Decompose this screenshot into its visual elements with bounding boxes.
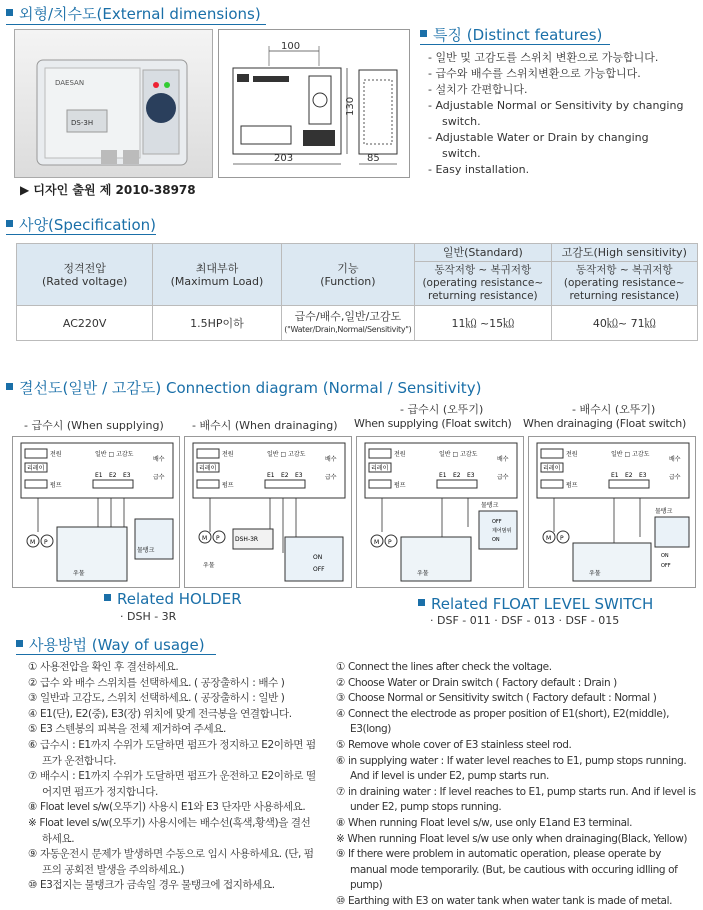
bullet-square-icon bbox=[16, 640, 23, 647]
cell-voltage: AC220V bbox=[17, 306, 153, 341]
svg-text:일반 □ 고감도: 일반 □ 고감도 bbox=[267, 451, 306, 458]
wiring-diagram-float-supply bbox=[356, 436, 524, 588]
svg-text:펌프: 펌프 bbox=[222, 482, 234, 489]
svg-text:E3: E3 bbox=[123, 472, 131, 479]
list-item: ⑤ Remove whole cover of E3 stainless steel rod. bbox=[336, 738, 572, 751]
list-item: ③ Choose Normal or Sensitivity switch ( Factory default : Normal ) bbox=[336, 692, 657, 705]
list-item: ⑥ in supplying water : If water level reaches to E1, pump stops running. And if level is under E2, pump starts run. bbox=[336, 754, 687, 783]
list-item: ⑨ 자동운전시 문제가 발생하면 수동으로 임시 사용하세요. (단, 펌프의 공회전 발생을 주의하세요.) bbox=[28, 848, 314, 876]
list-item: - 설치가 간편합니다. bbox=[428, 83, 528, 96]
list-item: - Adjustable Normal or Sensitivity by changing switch. bbox=[428, 99, 684, 128]
features-title: 특징 (Distinct features) bbox=[420, 24, 602, 45]
svg-text:펌프: 펌프 bbox=[50, 482, 62, 489]
header-voltage: 정격전압 (Rated voltage) bbox=[17, 244, 153, 306]
svg-text:전원: 전원 bbox=[566, 451, 578, 458]
svg-text:일반 □ 고감도: 일반 □ 고감도 bbox=[95, 451, 134, 458]
svg-text:ON: ON bbox=[313, 554, 323, 561]
svg-text:M: M bbox=[374, 539, 380, 546]
svg-text:일반 □ 고감도: 일반 □ 고감도 bbox=[439, 451, 478, 458]
list-item: - Easy installation. bbox=[428, 163, 530, 176]
svg-text:P: P bbox=[388, 539, 392, 546]
svg-text:M: M bbox=[30, 539, 36, 546]
svg-text:배수: 배수 bbox=[153, 456, 165, 463]
usage-list-en bbox=[336, 660, 696, 910]
connection-title: 결선도(일반 / 고감도) Connection diagram (Normal / Sensitivity) bbox=[6, 377, 481, 398]
svg-text:일반 □ 고감도: 일반 □ 고감도 bbox=[611, 451, 650, 458]
svg-text:배수: 배수 bbox=[325, 456, 337, 463]
wiring-diagram-float-drain bbox=[528, 436, 696, 588]
svg-text:OFF: OFF bbox=[492, 519, 502, 525]
svg-text:급수: 급수 bbox=[153, 474, 165, 481]
svg-text:DAESAN: DAESAN bbox=[55, 79, 85, 87]
wiring-diagram-supply bbox=[12, 436, 180, 588]
svg-text:펌프: 펌프 bbox=[566, 482, 578, 489]
svg-text:E1: E1 bbox=[95, 472, 103, 479]
list-item: ⑨ If there were problem in automatic operation, please operate by manual mode temporarily. (But, be cautious with occuring idlling of pump) bbox=[336, 848, 678, 892]
spec-title: 사양(Specification) bbox=[6, 214, 156, 235]
svg-text:OFF: OFF bbox=[661, 563, 671, 569]
svg-text:급수: 급수 bbox=[497, 474, 509, 481]
svg-text:급수: 급수 bbox=[669, 474, 681, 481]
list-item: ⑧ Float level s/w(오뚜기) 사용시 E1와 E3 단자만 사용하세요. bbox=[28, 801, 306, 814]
svg-text:리레이: 리레이 bbox=[543, 465, 561, 472]
header-load: 최대부하 (Maximum Load) bbox=[153, 244, 281, 306]
list-item: ⑤ E3 스텐봉의 피복을 전체 제거하여 주세요. bbox=[28, 723, 226, 736]
svg-text:E3: E3 bbox=[639, 472, 647, 479]
dimension-drawing bbox=[218, 29, 410, 178]
svg-text:리레이: 리레이 bbox=[27, 465, 45, 472]
svg-text:E2: E2 bbox=[109, 472, 117, 479]
bullet-square-icon bbox=[420, 30, 427, 37]
list-item: ② Choose Water or Drain switch ( Factory default : Drain ) bbox=[336, 676, 617, 689]
svg-text:펌프: 펌프 bbox=[394, 482, 406, 489]
svg-text:E3: E3 bbox=[467, 472, 475, 479]
svg-text:우물: 우물 bbox=[417, 570, 429, 577]
function-ko: 급수/배수,일반/고감도 bbox=[294, 310, 402, 323]
svg-text:배수: 배수 bbox=[497, 456, 509, 463]
svg-text:우물: 우물 bbox=[73, 570, 85, 577]
list-item: ※ Float level s/w(오뚜기) 사용시에는 배수선(흑색,황색)을 결선하세요. bbox=[28, 816, 311, 845]
svg-text:P: P bbox=[44, 539, 48, 546]
list-item: ④ E1(단), E2(중), E3(장) 위치에 맞게 전극봉을 연결합니다. bbox=[28, 707, 292, 720]
svg-text:ON: ON bbox=[661, 553, 669, 559]
list-item: ③ 일반과 고감도, 스위치 선택하세요. ( 공장출하시 : 일반 ) bbox=[28, 692, 285, 705]
caption-4-line1: - 배수시 (오뚜기) bbox=[572, 403, 656, 416]
caption-2: - 배수시 (When drainaging) bbox=[192, 419, 338, 432]
features-list bbox=[428, 50, 690, 178]
header-resistance-standard: 동작저항 ~ 복귀저항 (operating resistance~ returning resistance) bbox=[415, 262, 551, 306]
list-item: - 급수와 배수를 스위치변환으로 가능합니다. bbox=[428, 67, 641, 80]
cell-standard: 11㏀ ~15㏀ bbox=[415, 306, 551, 341]
svg-text:85: 85 bbox=[367, 153, 380, 164]
list-item: - Adjustable Water or Drain by changing switch. bbox=[428, 131, 649, 160]
svg-text:우물: 우물 bbox=[589, 570, 601, 577]
svg-text:P: P bbox=[216, 535, 220, 542]
caption-3: When supplying (Float switch) bbox=[354, 417, 512, 430]
list-item: ⑦ in draining water : If level reaches to E1, pump starts run. And if level is under E2, pump stops running. bbox=[336, 785, 696, 814]
bullet-square-icon bbox=[6, 220, 13, 227]
svg-text:우물: 우물 bbox=[203, 562, 215, 569]
list-item: ⑦ 배수시 : E1까지 수위가 도달하면 펌프가 운전하고 E2이하로 떨어지면 펌프가 정지합니다. bbox=[28, 770, 316, 798]
svg-text:물탱크: 물탱크 bbox=[137, 547, 155, 554]
header-high-sensitivity: 고감도(High sensitivity) bbox=[551, 244, 698, 262]
list-item: ※ When running Float level s/w use only when drainaging(Black, Yellow) bbox=[336, 832, 688, 845]
header-standard: 일반(Standard) bbox=[415, 244, 551, 262]
list-item: ① 사용전압을 확인 후 결선하세요. bbox=[28, 661, 179, 673]
svg-text:P: P bbox=[560, 535, 564, 542]
list-item: ⑧ When running Float level s/w, use only E1and E3 terminal. bbox=[336, 816, 633, 829]
cell-function bbox=[281, 306, 415, 341]
list-item: ⑩ E3접지는 물탱크가 금속일 경우 물탱크에 접지하세요. bbox=[28, 879, 275, 892]
bullet-square-icon bbox=[418, 599, 425, 606]
svg-text:E2: E2 bbox=[281, 472, 289, 479]
usage-title: 사용방법 (Way of usage) bbox=[16, 634, 205, 655]
svg-text:E2: E2 bbox=[625, 472, 633, 479]
header-resistance-high: 동작저항 ~ 복귀저항 (operating resistance~ returning resistance) bbox=[551, 262, 698, 306]
list-item: ⑥ 급수시 : E1까지 수위가 도달하면 펌프가 정지하고 E2이하면 펌프가 운전합니다. bbox=[28, 738, 316, 767]
svg-text:리레이: 리레이 bbox=[371, 465, 389, 472]
controller-device-icon bbox=[15, 30, 212, 177]
svg-text:물탱크: 물탱크 bbox=[481, 502, 499, 509]
bullet-square-icon bbox=[104, 594, 111, 601]
usage-list-ko bbox=[28, 660, 318, 894]
svg-text:리레이: 리레이 bbox=[199, 465, 217, 472]
svg-text:전원: 전원 bbox=[50, 451, 62, 458]
svg-text:급수: 급수 bbox=[325, 474, 337, 481]
svg-text:E3: E3 bbox=[295, 472, 303, 479]
title-underline bbox=[16, 654, 216, 655]
wiring-diagram-drain bbox=[184, 436, 352, 588]
list-item: ④ Connect the electrode as proper position of E1(short), E2(middle), E3(long) bbox=[336, 707, 670, 736]
cell-high: 40㏀~ 71㏀ bbox=[551, 306, 698, 341]
related-float-models: · DSF - 011 · DSF - 013 · DSF - 015 bbox=[430, 614, 620, 627]
svg-text:M: M bbox=[202, 535, 208, 542]
svg-text:배수: 배수 bbox=[669, 456, 681, 463]
svg-text:DSH-3R: DSH-3R bbox=[235, 536, 259, 543]
caption-4: When drainaging (Float switch) bbox=[523, 417, 686, 430]
list-item: - 일반 및 고감도를 스위치 변환으로 가능합니다. bbox=[428, 51, 659, 64]
svg-text:E1: E1 bbox=[611, 472, 619, 479]
bullet-square-icon bbox=[6, 383, 13, 390]
svg-text:100: 100 bbox=[281, 41, 301, 52]
list-item: ⑩ Earthing with E3 on water tank when water tank is made of metal. bbox=[336, 894, 673, 907]
svg-text:ON: ON bbox=[492, 537, 500, 543]
bullet-square-icon bbox=[6, 9, 13, 16]
header-function: 기능 (Function) bbox=[281, 244, 415, 306]
product-photo bbox=[14, 29, 213, 178]
svg-text:물탱크: 물탱크 bbox=[655, 508, 673, 515]
svg-text:제어범위: 제어범위 bbox=[492, 528, 512, 534]
list-item: ① Connect the lines after check the voltage. bbox=[336, 661, 552, 673]
caption-1: - 급수시 (When supplying) bbox=[24, 419, 164, 432]
title-underline bbox=[6, 234, 156, 235]
caption-3-line1: - 급수시 (오뚜기) bbox=[400, 403, 484, 416]
svg-text:DS-3H: DS-3H bbox=[71, 119, 94, 127]
svg-text:130: 130 bbox=[345, 96, 356, 116]
related-holder-model: · DSH - 3R bbox=[120, 610, 177, 623]
svg-text:OFF: OFF bbox=[313, 566, 325, 573]
list-item: ② 급수 와 배수 스위치를 선택하세요. ( 공장출하시 : 배수 ) bbox=[28, 676, 285, 689]
svg-text:203: 203 bbox=[274, 153, 294, 164]
svg-text:E2: E2 bbox=[453, 472, 461, 479]
related-holder-title: Related HOLDER bbox=[104, 590, 242, 608]
svg-text:E1: E1 bbox=[439, 472, 447, 479]
related-float-title: Related FLOAT LEVEL SWITCH bbox=[418, 595, 653, 613]
spec-table bbox=[16, 243, 698, 341]
svg-text:전원: 전원 bbox=[222, 451, 234, 458]
title-underline bbox=[6, 24, 266, 25]
external-dimensions-title: 외형/치수도(External dimensions) bbox=[6, 3, 261, 24]
svg-text:전원: 전원 bbox=[394, 451, 406, 458]
svg-text:M: M bbox=[546, 535, 552, 542]
svg-text:E1: E1 bbox=[267, 472, 275, 479]
cell-load: 1.5HP이하 bbox=[153, 306, 281, 341]
function-en: ("Water/Drain,Normal/Sensitivity") bbox=[284, 325, 412, 334]
design-registration: ▶ 디자인 출원 제 2010-38978 bbox=[20, 183, 196, 197]
title-underline bbox=[420, 44, 610, 45]
